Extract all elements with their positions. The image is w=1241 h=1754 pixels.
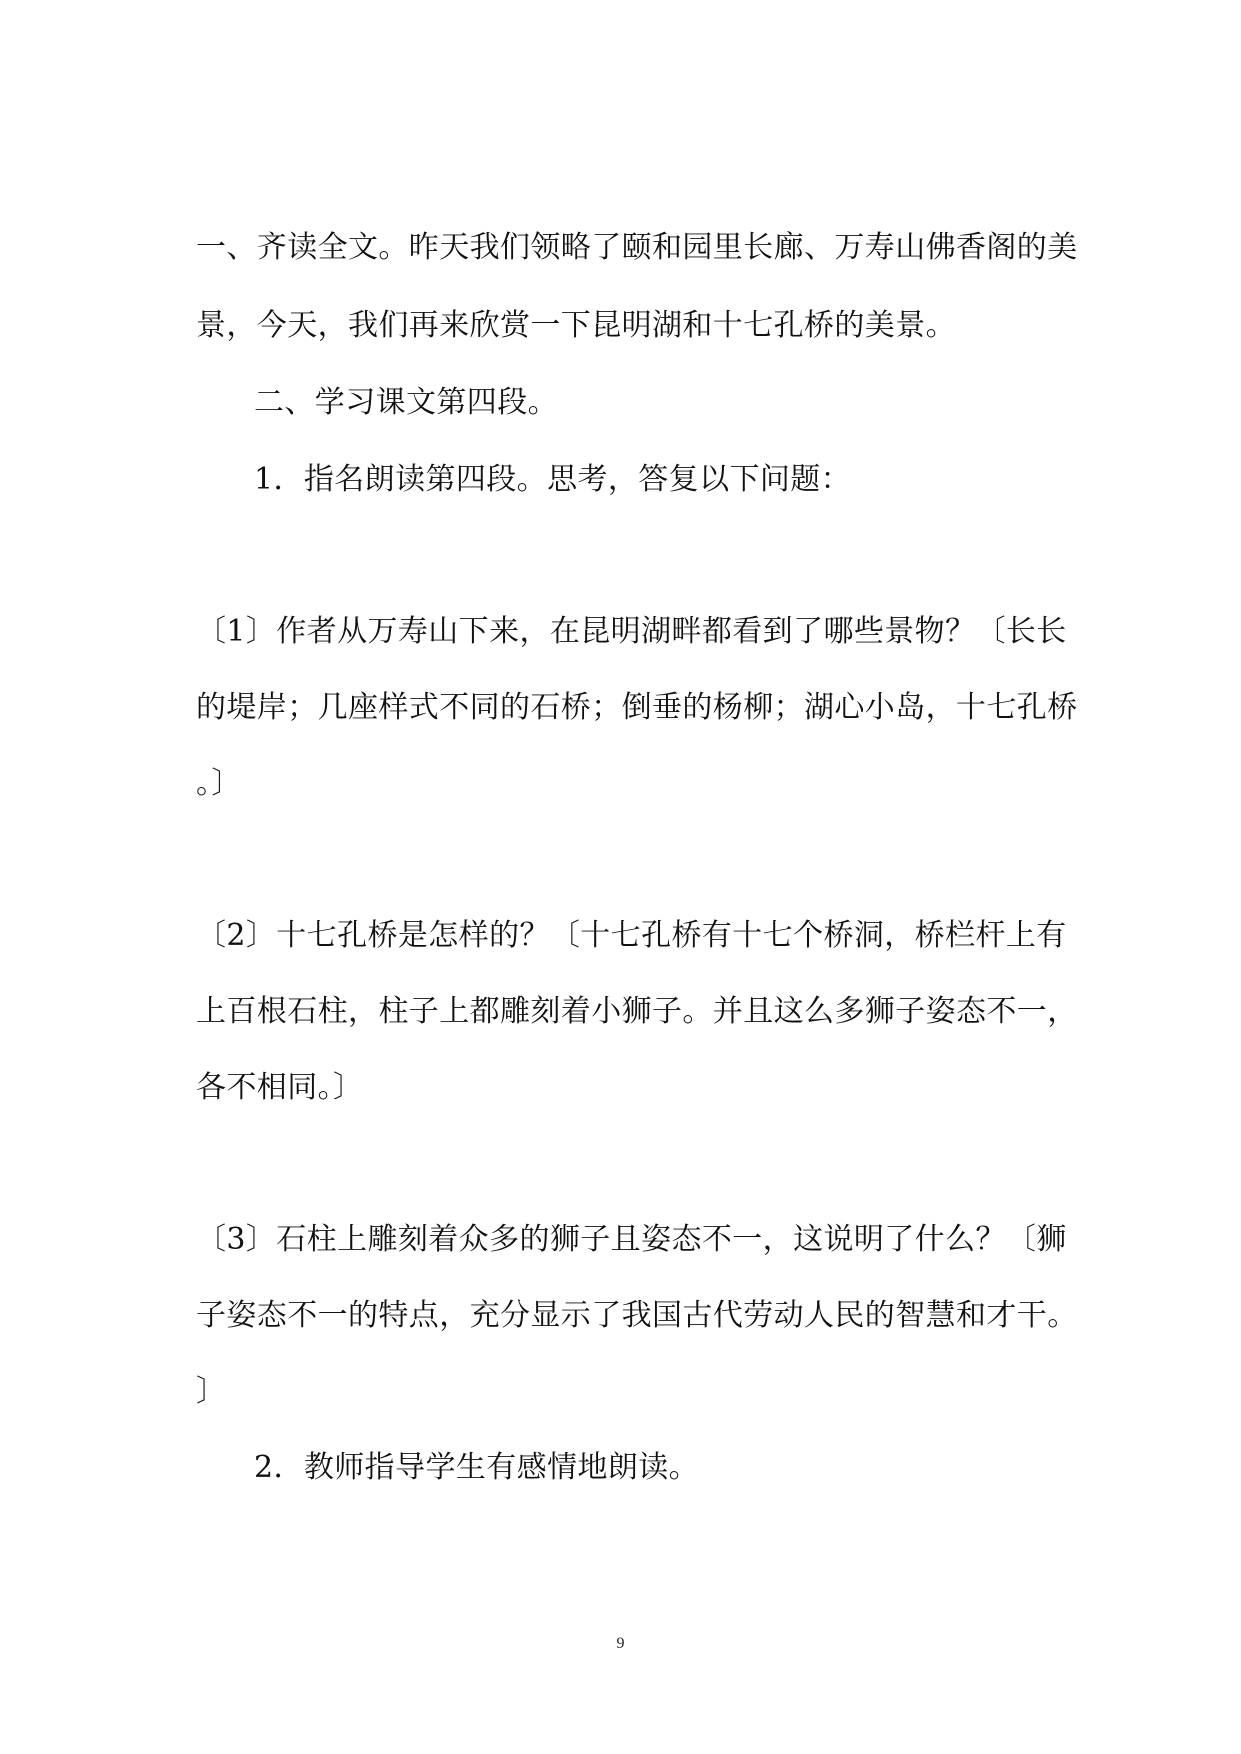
intro-line-1: 一、齐读全文。昨天我们领略了颐和园里长廊、万寿山佛香阁的美 [196,230,1078,265]
question-3-line-1: 〔3〕石柱上雕刻着众多的狮子且姿态不一，这说明了什么？〔狮 [196,1222,1067,1257]
question-1-line-3: 。〕 [196,766,242,801]
question-2-line-1: 〔2〕十七孔桥是怎样的？〔十七孔桥有十七个桥洞，桥栏杆上有 [196,918,1067,953]
question-2-line-3: 各不相同。〕 [196,1070,364,1105]
question-3-line-3: 〕 [196,1374,227,1409]
question-2-line-2: 上百根石柱，柱子上都雕刻着小狮子。并且这么多狮子姿态不一， [196,994,1078,1029]
task-2-line: 2．教师指导学生有感情地朗读。 [254,1450,700,1485]
intro-line-2: 景，今天，我们再来欣赏一下昆明湖和十七孔桥的美景。 [196,308,956,343]
section-heading: 二、学习课文第四段。 [254,385,558,420]
task-1-line: 1．指名朗读第四段。思考，答复以下问题： [254,462,852,497]
question-1-line-2: 的堤岸；几座样式不同的石桥；倒垂的杨柳；湖心小岛，十七孔桥 [196,690,1078,725]
page-number: 9 [616,1635,625,1652]
question-1-line-1: 〔1〕作者从万寿山下来，在昆明湖畔都看到了哪些景物？〔长长 [196,614,1067,649]
question-3-line-2: 子姿态不一的特点，充分显示了我国古代劳动人民的智慧和才干。 [196,1298,1078,1333]
